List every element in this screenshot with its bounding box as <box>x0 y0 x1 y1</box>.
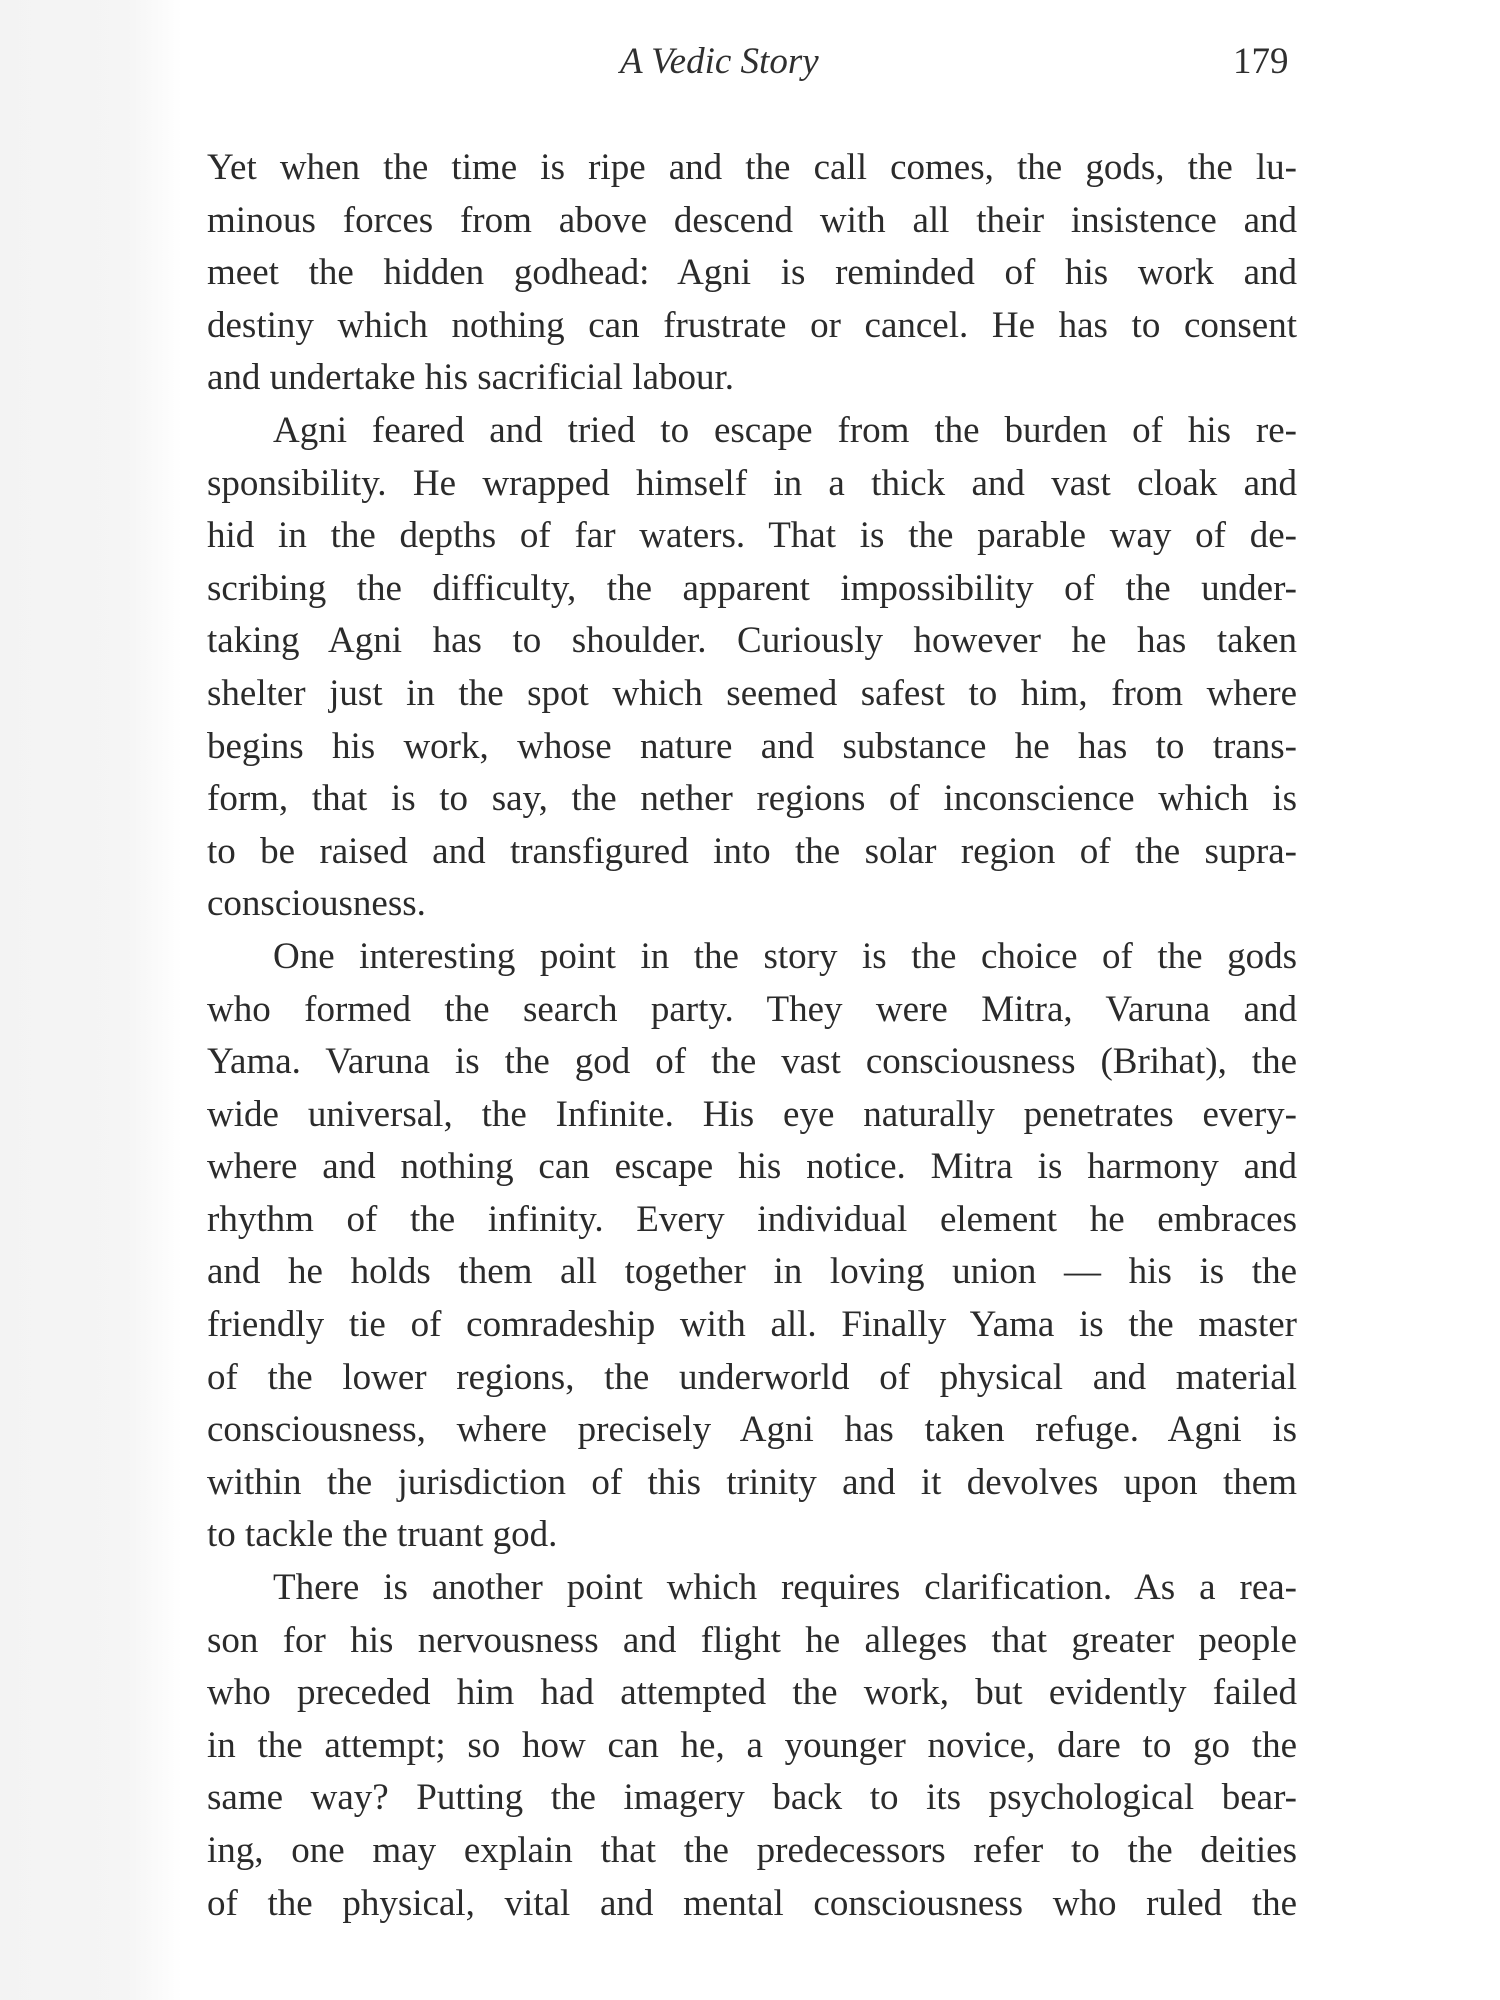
text-line: and he holds them all together in loving union — his is the <box>207 1251 1297 1293</box>
text-line: wide universal, the Infinite. His eye naturally penetrates every- <box>207 1093 1297 1135</box>
text-line: within the jurisdiction of this trinity and it devolves upon them <box>207 1461 1297 1503</box>
running-head: A Vedic Story <box>620 41 819 82</box>
text-line: Yama. Varuna is the god of the vast consciousness (Brihat), the <box>207 1041 1297 1083</box>
text-line: hid in the depths of far waters. That is the parable way of de- <box>207 515 1297 557</box>
text-line: consciousness, where precisely Agni has taken refuge. Agni is <box>207 1409 1297 1451</box>
paragraph-end-line: consciousness. <box>207 883 426 925</box>
text-line: sponsibility. He wrapped himself in a thick and vast cloak and <box>207 462 1297 504</box>
text-line: form, that is to say, the nether regions of inconscience which is <box>207 778 1297 820</box>
text-line: where and nothing can escape his notice. Mitra is harmony and <box>207 1146 1297 1188</box>
text-line: of the lower regions, the underworld of physical and material <box>207 1356 1297 1398</box>
text-line: minous forces from above descend with all their insistence and <box>207 199 1297 241</box>
text-line: Yet when the time is ripe and the call comes, the gods, the lu- <box>207 147 1297 188</box>
paragraph-end-line: to tackle the truant god. <box>207 1514 558 1556</box>
text-line: son for his nervousness and flight he alleges that greater people <box>207 1619 1297 1661</box>
text-line: meet the hidden godhead: Agni is reminded of his work and <box>207 252 1297 294</box>
paragraph-start-line: One interesting point in the story is the choice of the gods <box>273 935 1297 977</box>
text-line: rhythm of the infinity. Every individual element he embraces <box>207 1198 1297 1240</box>
text-line: destiny which nothing can frustrate or cancel. He has to consent <box>207 304 1297 346</box>
text-line: friendly tie of comradeship with all. Finally Yama is the master <box>207 1304 1297 1346</box>
paragraph-start-line: There is another point which requires clarification. As a rea- <box>273 1567 1297 1609</box>
text-line: scribing the difficulty, the apparent impossibility of the under- <box>207 567 1297 609</box>
text-line: ing, one may explain that the predecessors refer to the deities <box>207 1830 1297 1871</box>
text-line: of the physical, vital and mental consciousness who ruled the <box>207 1882 1297 1924</box>
paragraph-start-line: Agni feared and tried to escape from the burden of his re- <box>273 409 1297 451</box>
text-line: same way? Putting the imagery back to its psychological bear- <box>207 1777 1297 1819</box>
text-line: shelter just in the spot which seemed safest to him, from where <box>207 672 1297 714</box>
body-text <box>207 142 1297 1930</box>
text-line: to be raised and transfigured into the solar region of the supra- <box>207 830 1297 872</box>
paragraph-end-line: and undertake his sacrificial labour. <box>207 357 735 399</box>
page-number: 179 <box>1233 41 1289 82</box>
text-line: begins his work, whose nature and substance he has to trans- <box>207 725 1297 767</box>
text-line: in the attempt; so how can he, a younger novice, dare to go the <box>207 1724 1297 1766</box>
text-line: taking Agni has to shoulder. Curiously however he has taken <box>207 620 1297 662</box>
page-gutter-shadow <box>0 0 182 2000</box>
text-line: who preceded him had attempted the work, but evidently failed <box>207 1672 1297 1714</box>
text-line: who formed the search party. They were Mitra, Varuna and <box>207 988 1297 1030</box>
